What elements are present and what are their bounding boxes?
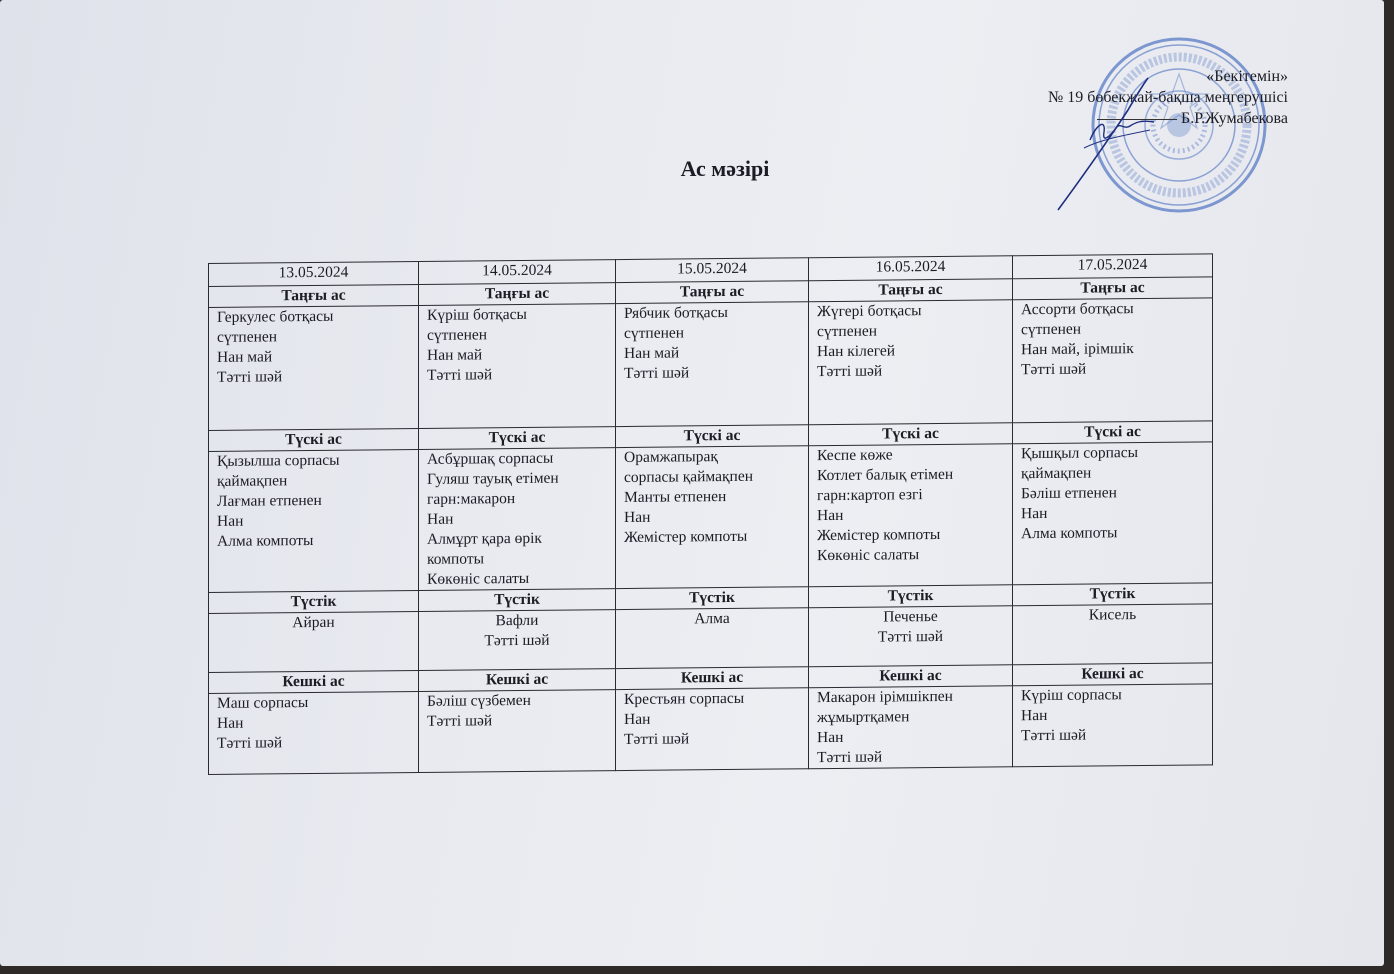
menu-cell: [419, 304, 616, 429]
date-header: 17.05.2024: [1013, 254, 1213, 279]
meal-heading: Түскі ас: [1013, 421, 1213, 444]
menu-item: Тәтті шәй: [427, 712, 493, 730]
menu-cell: [616, 608, 809, 669]
date-header: 14.05.2024: [419, 260, 616, 285]
menu-item: Геркулес ботқасы: [217, 307, 334, 326]
menu-item: Кисель: [1088, 606, 1137, 624]
menu-item: Нан: [817, 728, 844, 747]
menu-cell: [1013, 604, 1213, 665]
menu-item: гарн:макарон: [427, 490, 516, 508]
menu-item: Тәтті шәй: [217, 734, 283, 752]
meal-heading: Түстік: [1013, 583, 1213, 606]
dinner-row: [209, 684, 1213, 775]
menu-cell: [1013, 298, 1213, 423]
menu-cell: [809, 606, 1013, 667]
menu-item: Нан: [217, 714, 244, 732]
menu-item: Нан май, ірімшік: [1021, 340, 1134, 359]
menu-cell: [616, 302, 809, 427]
menu-item: Көкөніс салаты: [817, 546, 920, 565]
menu-item: Орамжапырақ: [624, 448, 718, 467]
lunch-row: [209, 442, 1213, 593]
menu-item: Тәтті шәй: [817, 748, 883, 767]
menu-cell: [209, 449, 419, 592]
menu-item: Тәтті шәй: [1021, 360, 1087, 379]
menu-item: Кеспе көже: [817, 446, 893, 465]
menu-item: Нан кілегей: [817, 342, 896, 361]
menu-item: компоты: [427, 550, 485, 568]
menu-item: Нан: [624, 508, 651, 527]
menu-item: Котлет балық етімен: [817, 465, 954, 485]
meal-heading: Кешкі ас: [1013, 663, 1213, 686]
menu-cell: [209, 691, 419, 774]
menu-item: Нан: [817, 506, 844, 525]
menu-item: Тәтті шәй: [624, 364, 690, 383]
menu-item: Печенье: [883, 607, 938, 626]
menu-cell: [616, 688, 809, 771]
menu-item: Бәліш етпенен: [1021, 484, 1117, 503]
menu-item: Тәтті шәй: [484, 631, 550, 650]
menu-cell: [809, 444, 1013, 587]
document-title: Ас мәзірі: [680, 156, 770, 181]
menu-item: Нан: [1021, 504, 1048, 523]
meal-heading: Таңғы ас: [809, 279, 1013, 302]
meal-heading: Таңғы ас: [209, 284, 419, 307]
menu-item: сүтпенен: [1021, 320, 1082, 339]
menu-item: сорпасы қаймақпен: [624, 467, 754, 487]
menu-item: Қызылша сорпасы: [217, 451, 340, 470]
menu-item: Тәтті шәй: [817, 362, 883, 381]
meal-heading: Түстік: [616, 587, 809, 610]
meal-heading: Кешкі ас: [809, 665, 1013, 688]
menu-item: Айран: [292, 613, 335, 632]
menu-cell: [419, 448, 616, 591]
breakfast-row: [209, 298, 1213, 431]
menu-item: Гуляш тауық етімен: [427, 469, 559, 488]
menu-item: Маш сорпасы: [217, 694, 309, 712]
approval-position: № 19 бөбекжай-бақша меңгерушісі: [1047, 89, 1288, 106]
menu-item: Тәтті шәй: [877, 627, 944, 646]
menu-item: Асбұршақ сорпасы: [427, 449, 554, 468]
menu-item: Тәтті шәй: [624, 730, 690, 749]
menu-item: қаймақпен: [217, 472, 288, 490]
menu-cell: [209, 305, 419, 430]
menu-item: Алмұрт қара өрік: [427, 529, 542, 548]
menu-item: Крестьян сорпасы: [624, 689, 745, 709]
menu-cell: [209, 611, 419, 672]
menu-item: Нан май: [217, 348, 273, 366]
menu-table: [208, 253, 1213, 775]
menu-cell: [809, 300, 1013, 425]
menu-item: Қышқыл сорпасы: [1021, 444, 1139, 463]
menu-item: Алма компоты: [1021, 524, 1118, 543]
menu-item: Жемістер компоты: [817, 525, 941, 545]
menu-item: Нан май: [624, 344, 680, 363]
date-header: 13.05.2024: [209, 261, 419, 286]
meal-heading: Кешкі ас: [616, 667, 809, 690]
menu-item: Макарон ірімшікпен: [817, 687, 953, 707]
menu-item: сүтпенен: [427, 326, 488, 344]
meal-heading: Таңғы ас: [1013, 277, 1213, 300]
approval-name: Б.Р.Жумабекова: [1181, 110, 1288, 127]
menu-item: Рябчик ботқасы: [624, 304, 728, 323]
meal-heading: Таңғы ас: [419, 283, 616, 306]
menu-item: Нан май: [427, 346, 483, 364]
menu-item: Тәтті шәй: [217, 368, 283, 386]
menu-cell: [809, 686, 1013, 769]
meal-heading: Кешкі ас: [209, 670, 419, 693]
meal-heading: Түстік: [809, 585, 1013, 608]
menu-item: гарн:картоп езгі: [817, 486, 923, 505]
meal-heading: Кешкі ас: [419, 669, 616, 692]
menu-item: Көкөніс салаты: [427, 569, 530, 588]
menu-item: Алма: [694, 609, 730, 628]
approval-heading: «Бекітемін»: [1206, 68, 1288, 85]
menu-item: қаймақпен: [1021, 464, 1092, 483]
menu-item: сүтпенен: [217, 328, 278, 346]
menu-cell: [1013, 684, 1213, 767]
meal-heading: Түскі ас: [209, 428, 419, 451]
snack-row: [209, 604, 1213, 673]
meal-heading: Түстік: [209, 590, 419, 613]
menu-item: сүтпенен: [817, 322, 878, 341]
menu-item: Тәтті шәй: [427, 366, 493, 384]
menu-item: Күріш сорпасы: [1021, 686, 1122, 705]
menu-item: сүтпенен: [624, 324, 685, 343]
meal-heading: Таңғы ас: [616, 281, 809, 304]
menu-item: Нан: [1021, 706, 1048, 725]
menu-item: Тәтті шәй: [1021, 726, 1087, 745]
menu-cell: [419, 690, 616, 773]
menu-cell: [1013, 442, 1213, 585]
meal-heading: Түстік: [419, 589, 616, 612]
menu-item: Нан: [427, 510, 454, 528]
date-header: 15.05.2024: [616, 258, 809, 283]
meal-heading: Түскі ас: [616, 425, 809, 448]
menu-item: Нан: [217, 512, 244, 530]
menu-item: Күріш ботқасы: [427, 305, 527, 324]
menu-item: Лағман етпенен: [217, 491, 322, 510]
date-header: 16.05.2024: [809, 256, 1013, 281]
signature-icon: [1050, 70, 1160, 215]
menu-item: Манты етпенен: [624, 488, 727, 507]
menu-cell: [419, 610, 616, 671]
menu-item: жұмыртқамен: [817, 708, 910, 727]
menu-item: Бәліш сүзбемен: [427, 691, 531, 710]
menu-item: Жүгері ботқасы: [817, 302, 922, 321]
menu-cell: [616, 446, 809, 589]
menu-item: Вафли: [495, 611, 539, 630]
menu-item: Нан: [624, 710, 651, 729]
menu-item: Жемістер компоты: [624, 527, 748, 547]
meal-heading: Түскі ас: [809, 423, 1013, 446]
menu-item: Алма компоты: [217, 531, 314, 550]
meal-heading: Түскі ас: [419, 427, 616, 450]
menu-item: Ассорти ботқасы: [1021, 300, 1134, 319]
